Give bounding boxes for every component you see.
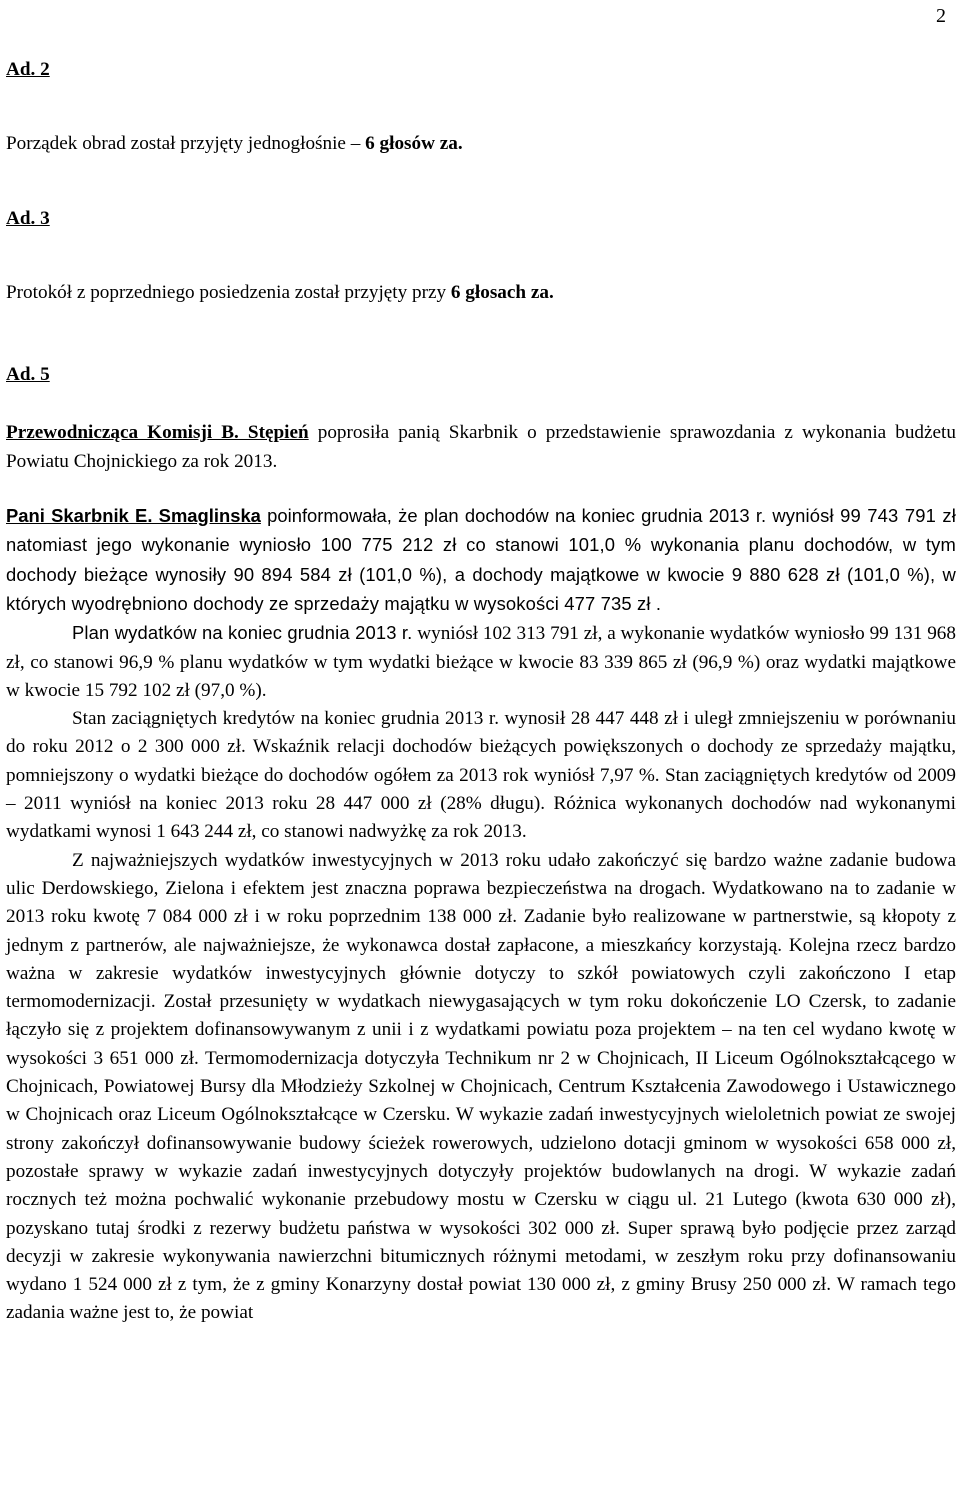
ad5-paragraph-expenses <box>6 619 956 705</box>
ad3-paragraph <box>6 279 956 307</box>
ad3-text: Protokół z poprzedniego posiedzenia został przyjęty przy <box>6 281 451 303</box>
section-heading-ad5: Ad. 5 <box>6 364 50 386</box>
document-body <box>6 56 956 1328</box>
expenses-details: wyniósł 102 313 791 zł, a wykonanie wydatków wyniosło 99 131 968 zł, co stanowi 96,9 % planu wydatków w tym wydatki bieżące w kwocie 83 339 865 zł (96,9 %) oraz wydatki majątkowe w kwocie 15 792 102 zł (97,0 %). <box>6 623 956 701</box>
speaker-treasurer: Pani Skarbnik E. Smaglinska <box>6 505 261 527</box>
ad2-paragraph <box>6 130 956 158</box>
ad5-paragraph-investments: Z najważniejszych wydatków inwestycyjnych w 2013 roku udało zakończyć się bardzo ważne zadanie budowa ulic Derdowskiego, Zielona i efektem jest znaczna poprawa bezpieczeństwa na drogach. Wydatkowano na to zadanie w 2013 roku kwotę 7 084 000 zł i w roku poprzednim 138 000 zł. Zadanie było realizowane w partnerstwie, są kłopoty z jednym z partnerów, ale najważniejsze, że wykonawca dostał zapłacone, a mieszkańcy korzystają. Kolejna rzecz bardzo ważna w zakresie wydatków inwestycyjnych głównie dotyczy to szkół powiatowych czyli zakończono I etap termomodernizacji. Został przesunięty w wydatkach niewygasających w tym roku dokończenie LO Czersk, to zadanie łączyło się z projektem dofinansowywanym z unii i z wydatkami powiatu poza projektem – na ten cel wydano kwotę w wysokości 3 651 000 zł. Termomodernizacja dotyczyła Technikum nr 2 w Chojnicach, II Liceum Ogólnokształcącego w Chojnicach, Powiatowej Bursy dla Młodzieży Szkolnej w Chojnicach, Centrum Kształcenia Zawodowego i Ustawicznego w Chojnicach oraz Liceum Ogólnokształcące w Czersku. W wykazie zadań inwestycyjnych wieloletnich powiat ze swojej strony zakończył dofinansowywanie budowy ścieżek rowerowych, udzielono dotacji gminom w wysokości 658 000 zł, pozostałe sprawy w wykazie zadań inwestycyjnych dotyczyły projektów budowlanych na drogi. W wykazie zadań rocznych też można pochwalić wykonanie przebudowy mostu w Czersku w ciągu ul. 21 Lutego (kwota 630 000 zł), pozyskano tutaj środki z rezerwy budżetu państwa w wysokości 302 000 zł. Super sprawą było podjęcie przez zarząd decyzji w zakresie wykonywania nawierzchni bitumicznych różnymi metodami, w zeszłym roku przy dofinansowaniu wydano 1 524 000 zł z tym, że z gminy Konarzyny dostał powiat 130 000 zł, z gminy Brusy 250 000 zł. W ramach tego zadania ważne jest to, że powiat <box>6 849 956 1324</box>
ad2-text: Porządek obrad został przyjęty jednogłośnie – <box>6 133 366 155</box>
section-heading-ad3: Ad. 3 <box>6 207 50 229</box>
ad5-paragraph-request <box>6 419 956 476</box>
page-number: 2 <box>936 5 946 27</box>
ad2-vote-result: 6 głosów za. <box>365 133 463 155</box>
speaker-chairwoman: Przewodnicząca Komisji B. Stępień <box>6 422 309 444</box>
request-text: poprosiła panią Skarbnik o przedstawienie sprawozdania z wykonania budżetu Powiatu Chojnickiego za rok 2013. <box>6 422 956 472</box>
revenue-details: wyniósł 99 743 791 zł natomiast jego wykonanie wyniosło 100 775 212 zł co stanowi 101,0 % wykonania planu dochodów, w tym dochody bieżące wynosiły 90 894 584 zł (101,0 %), a dochody majątkowe w kwocie 9 880 628 zł (101,0 %), w których wyodrębniono dochody ze sprzedaży majątku w wysokości 477 735 zł . <box>6 505 956 614</box>
revenue-intro: poinformowała, że plan dochodów na koniec grudnia 2013 r. <box>260 505 773 527</box>
section-heading-ad2: Ad. 2 <box>6 59 50 80</box>
expenses-plan: Plan wydatków na koniec grudnia 2013 r. <box>72 622 413 644</box>
ad5-paragraph-revenue <box>6 502 956 619</box>
ad3-vote-result: 6 głosach za. <box>450 281 554 303</box>
ad5-paragraph-credits: Stan zaciągniętych kredytów na koniec grudnia 2013 r. wynosił 28 447 448 zł i uległ zmniejszeniu w porównaniu do roku 2012 o 2 300 000 zł. Wskaźnik relacji dochodów bieżących powiększonych o dochody ze sprzedaży majątku, pomniejszony o wydatki bieżące do dochodów ogółem za 2013 rok wyniósł 7,97 %. Stan zaciągniętych kredytów od 2009 – 2011 wyniósł na koniec 2013 roku 28 447 000 zł (28% długu). Różnica wykonanych dochodów nad wykonanymi wydatkami wynosi 1 643 244 zł, co stanowi nadwyżkę za rok 2013. <box>6 708 956 843</box>
